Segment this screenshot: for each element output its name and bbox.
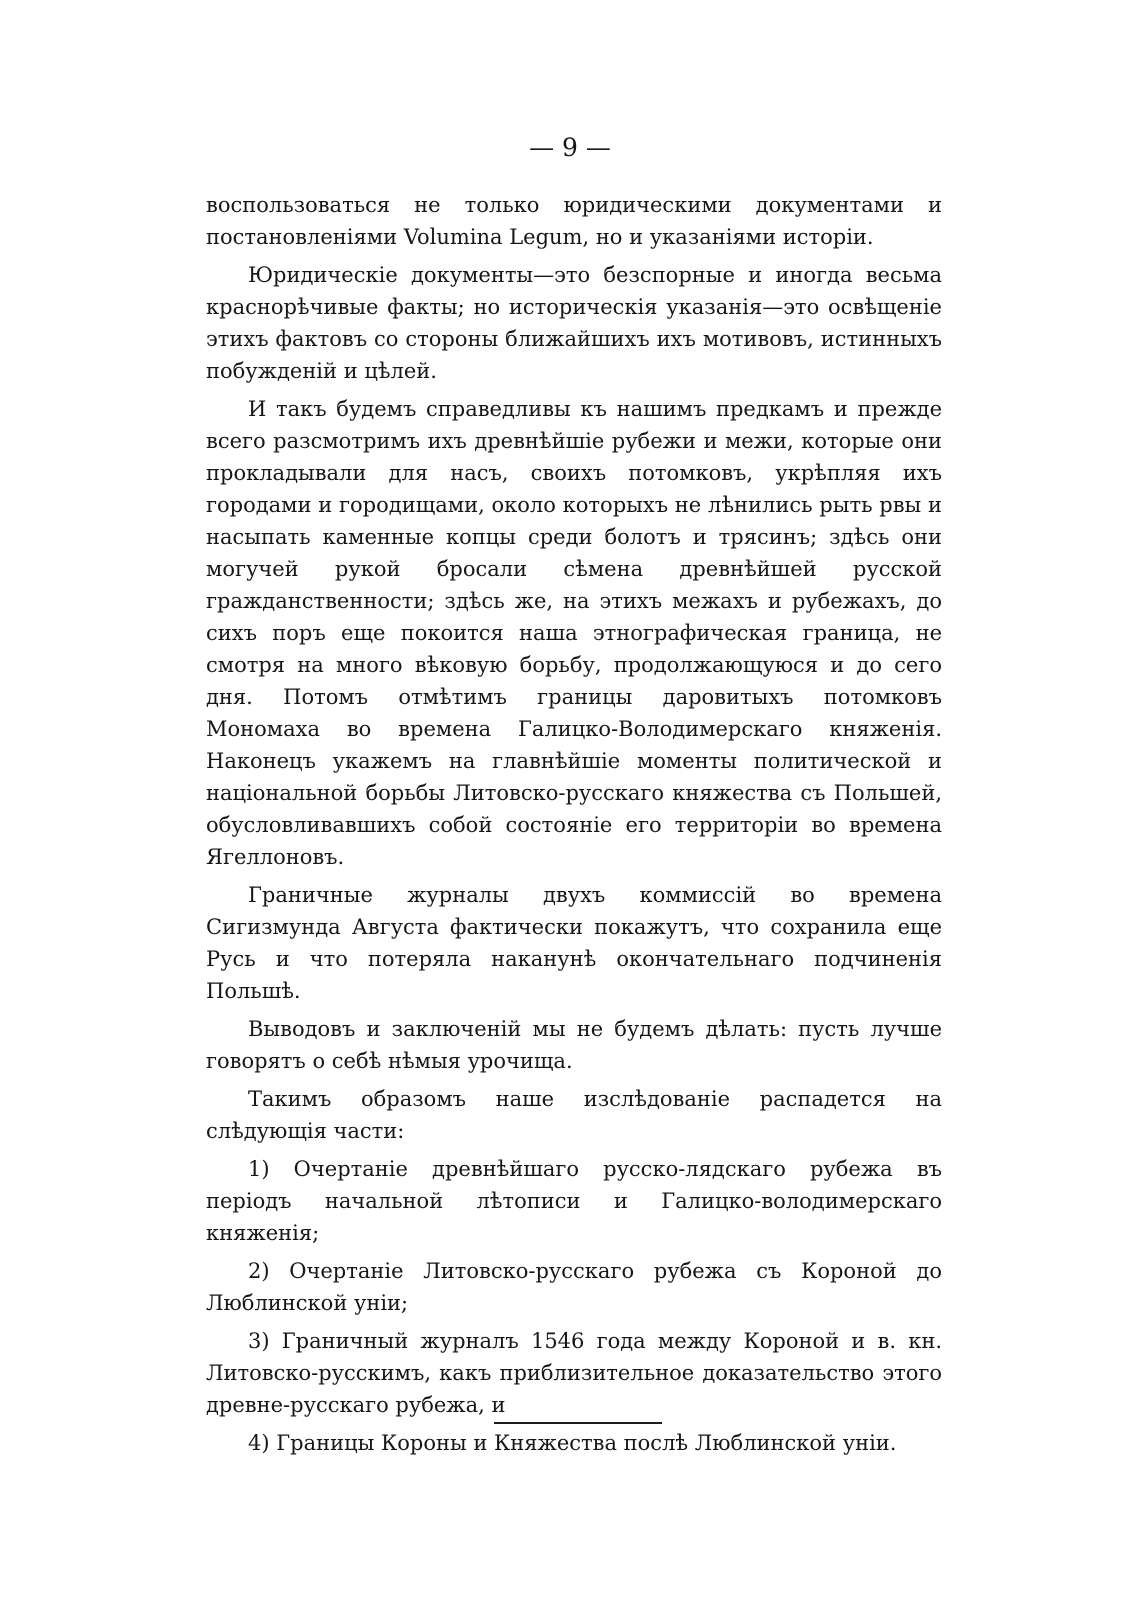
paragraph-ancestral-boundaries: И такъ будемъ справедливы къ нашимъ предкамъ и прежде всего разсмотримъ ихъ древнѣйшіе рубежи и межи, которые они прокладывали для насъ, своихъ потомковъ, укрѣпляя ихъ городами и городищами, около которыхъ не лѣнились рыть рвы и насыпать каменные копцы среди болотъ и трясинъ; здѣсь они могучей рукой бросали сѣмена древнѣйшей русской гражданственности; здѣсь же, на этихъ межахъ и рубежахъ, до сихъ поръ еще покоится наша этнографическая граница, не смотря на много вѣковую борьбу, продолжающуюся и до сего дня. Потомъ отмѣтимъ границы даровитыхъ потомковъ Мономаха во времена Галицко-Володимерскаго княженія. Наконецъ укажемъ на главнѣйшіе моменты политической и національной борьбы Литовско-русскаго княжества съ Польшей, обусловливавшихъ собой состояніе его территоріи во времена Ягеллоновъ. [206,397,942,869]
paragraph-study-parts: Такимъ образомъ наше изслѣдованіе распадется на слѣдующія части: [206,1087,942,1143]
page-body [206,189,942,1465]
paragraph-intro-continuation: воспользоваться не только юридическими документами и постановленіями Volumina Legum, но и указаніями исторіи. [206,193,942,249]
list-item-part-3: 3) Граничный журналъ 1546 года между Короной и в. кн. Литовско-русскимъ, какъ приблизительное доказательство этого древне-русскаго рубежа, и [206,1329,942,1417]
section-end-rule [494,1422,662,1424]
list-item-part-2: 2) Очертаніе Литовско-русскаго рубежа съ Короной до Люблинской уніи; [206,1259,942,1315]
list-item-part-1: 1) Очертаніе древнѣйшаго русско-лядскаго рубежа въ періодъ начальной лѣтописи и Галицко-володимерскаго княженія; [206,1157,942,1245]
paragraph-no-conclusions: Выводовъ и заключеній мы не будемъ дѣлать: пусть лучше говорятъ о себѣ нѣмыя урочища. [206,1017,942,1073]
page-number: — 9 — [529,133,611,162]
paragraph-boundary-journals: Граничные журналы двухъ коммиссій во времена Сигизмунда Августа фактически покажутъ, что сохранила еще Русь и что потеряла наканунѣ окончательнаго подчиненія Польшѣ. [206,883,942,1003]
list-item-part-4: 4) Границы Короны и Княжества послѣ Люблинской уніи. [248,1431,897,1455]
paragraph-legal-documents: Юридическіе документы—это безспорные и иногда весьма краснорѣчивые факты; но историческія указанія—это освѣщеніе этихъ фактовъ со стороны ближайшихъ ихъ мотивовъ, истинныхъ побужденій и цѣлей. [206,263,942,383]
